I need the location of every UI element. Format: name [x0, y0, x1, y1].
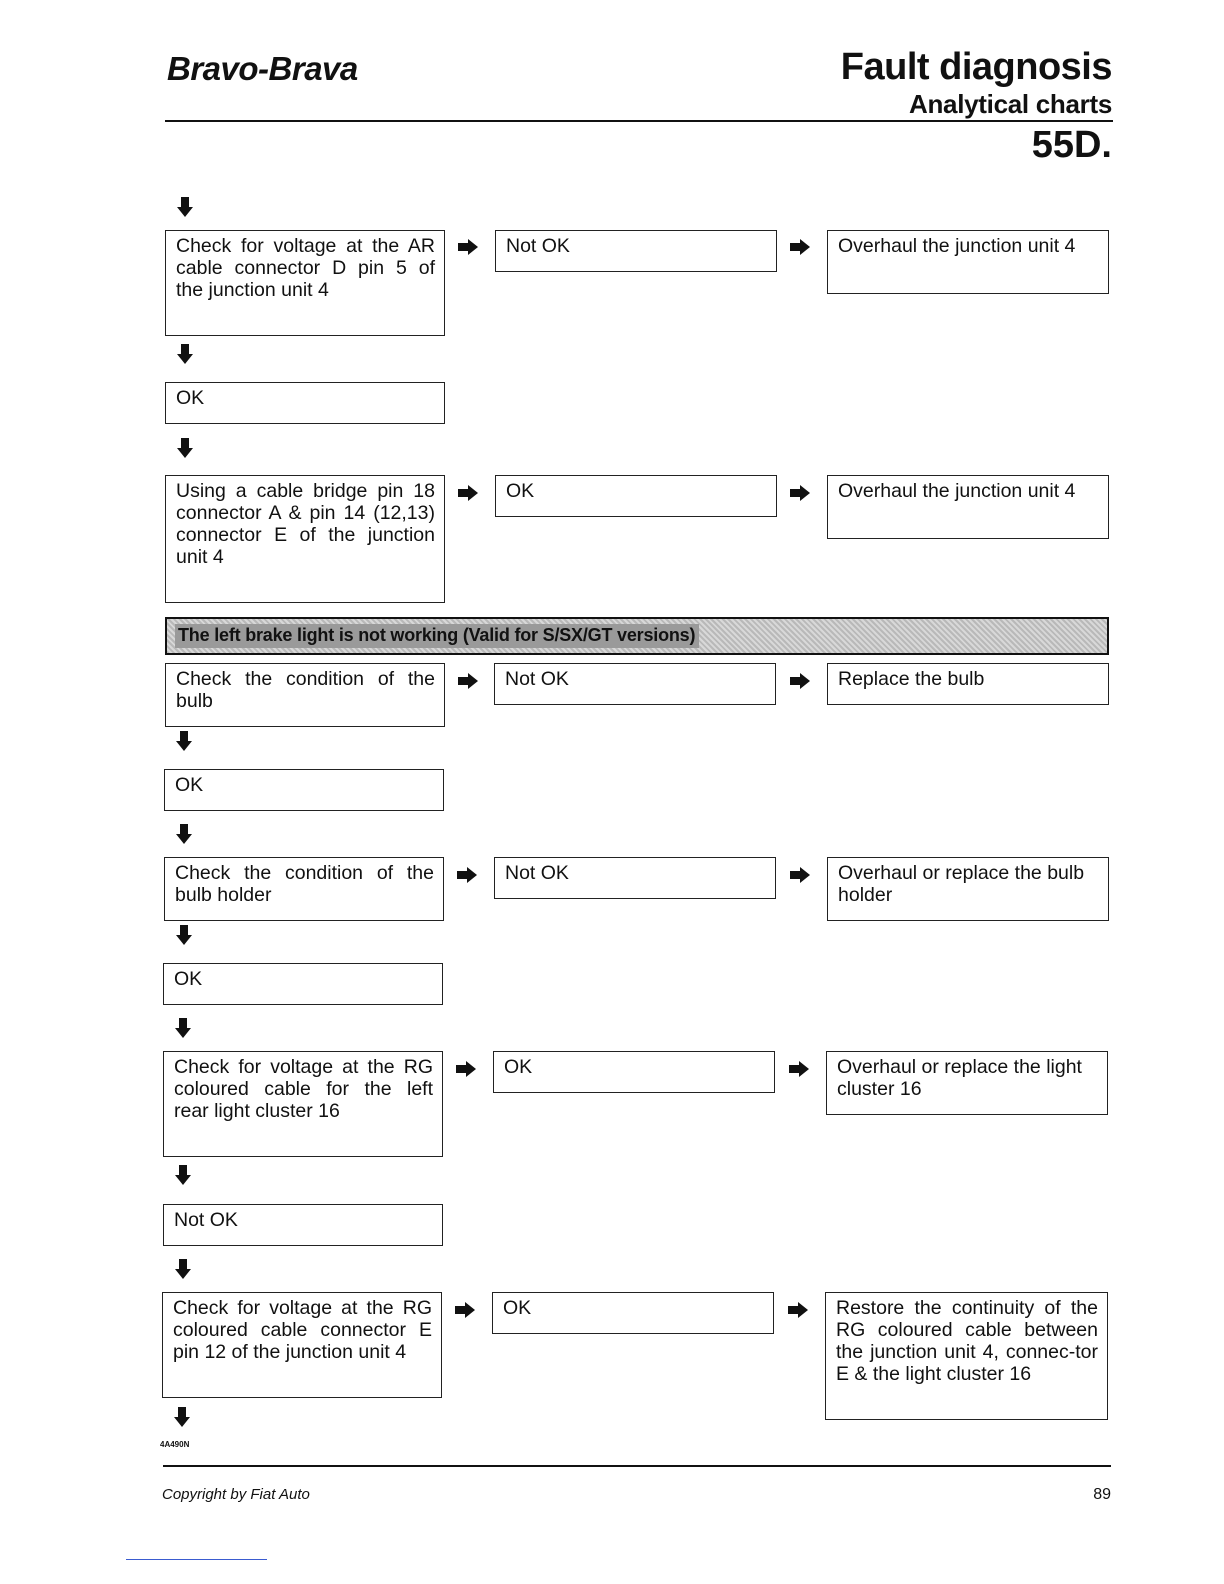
action-box: Overhaul the junction unit 4 [827, 230, 1109, 294]
arrow-down-icon [175, 924, 193, 946]
step-box: Check for voltage at the AR cable connector D pin 5 of the junction unit 4 [165, 230, 445, 336]
edge-line [126, 1559, 267, 1560]
copyright: Copyright by Fiat Auto [162, 1486, 310, 1503]
result-box: Not OK [494, 857, 776, 899]
arrow-right-icon [455, 1060, 477, 1078]
arrow-down-icon [176, 196, 194, 218]
action-box: Overhaul or replace the bulb holder [827, 857, 1109, 921]
arrow-right-icon [457, 238, 479, 256]
arrow-down-icon [174, 1164, 192, 1186]
arrow-down-icon [176, 437, 194, 459]
arrow-down-icon [175, 730, 193, 752]
footer-rule [163, 1465, 1111, 1467]
ok-box: OK [165, 382, 445, 424]
step-box: Check the condition of the bulb [165, 663, 445, 727]
banner-text: The left brake light is not working (Valid for S/SX/GT versions) [175, 624, 699, 648]
brand-title: Bravo-Brava [167, 50, 358, 87]
arrow-right-icon [788, 1060, 810, 1078]
page-subtitle: Analytical charts [909, 89, 1112, 119]
arrow-right-icon [789, 484, 811, 502]
step-box: Check for voltage at the RG coloured cable for the left rear light cluster 16 [163, 1051, 443, 1157]
arrow-down-icon [175, 823, 193, 845]
section-banner [165, 617, 1109, 655]
section-number: 55D. [1031, 124, 1112, 166]
result-box: OK [493, 1051, 775, 1093]
result-box: Not OK [494, 663, 776, 705]
result-box: Not OK [495, 230, 777, 272]
arrow-right-icon [456, 866, 478, 884]
arrow-down-icon [174, 1017, 192, 1039]
result-box: OK [495, 475, 777, 517]
ok-box: OK [163, 963, 443, 1005]
step-box: Check the condition of the bulb holder [164, 857, 444, 921]
page-number: 89 [1093, 1486, 1111, 1503]
step-box: Using a cable bridge pin 18 connector A & pin 14 (12,13) connector E of the junction unit 4 [165, 475, 445, 603]
ok-box: OK [164, 769, 444, 811]
arrow-down-icon [176, 343, 194, 365]
figure-code: 4A490N [160, 1440, 190, 1449]
action-box: Overhaul the junction unit 4 [827, 475, 1109, 539]
action-box: Overhaul or replace the light cluster 16 [826, 1051, 1108, 1115]
arrow-down-icon [173, 1406, 191, 1428]
arrow-right-icon [789, 672, 811, 690]
action-box: Restore the continuity of the RG coloured cable between the junction unit 4, connec-tor E & the light cluster 16 [825, 1292, 1108, 1420]
arrow-right-icon [789, 238, 811, 256]
notok-box: Not OK [163, 1204, 443, 1246]
arrow-down-icon [174, 1258, 192, 1280]
page-title: Fault diagnosis [840, 46, 1112, 88]
arrow-right-icon [787, 1301, 809, 1319]
action-box: Replace the bulb [827, 663, 1109, 705]
step-box: Check for voltage at the RG coloured cable connector E pin 12 of the junction unit 4 [162, 1292, 442, 1398]
arrow-right-icon [789, 866, 811, 884]
result-box: OK [492, 1292, 774, 1334]
header-rule [165, 120, 1113, 122]
arrow-right-icon [454, 1301, 476, 1319]
arrow-right-icon [457, 484, 479, 502]
arrow-right-icon [457, 672, 479, 690]
